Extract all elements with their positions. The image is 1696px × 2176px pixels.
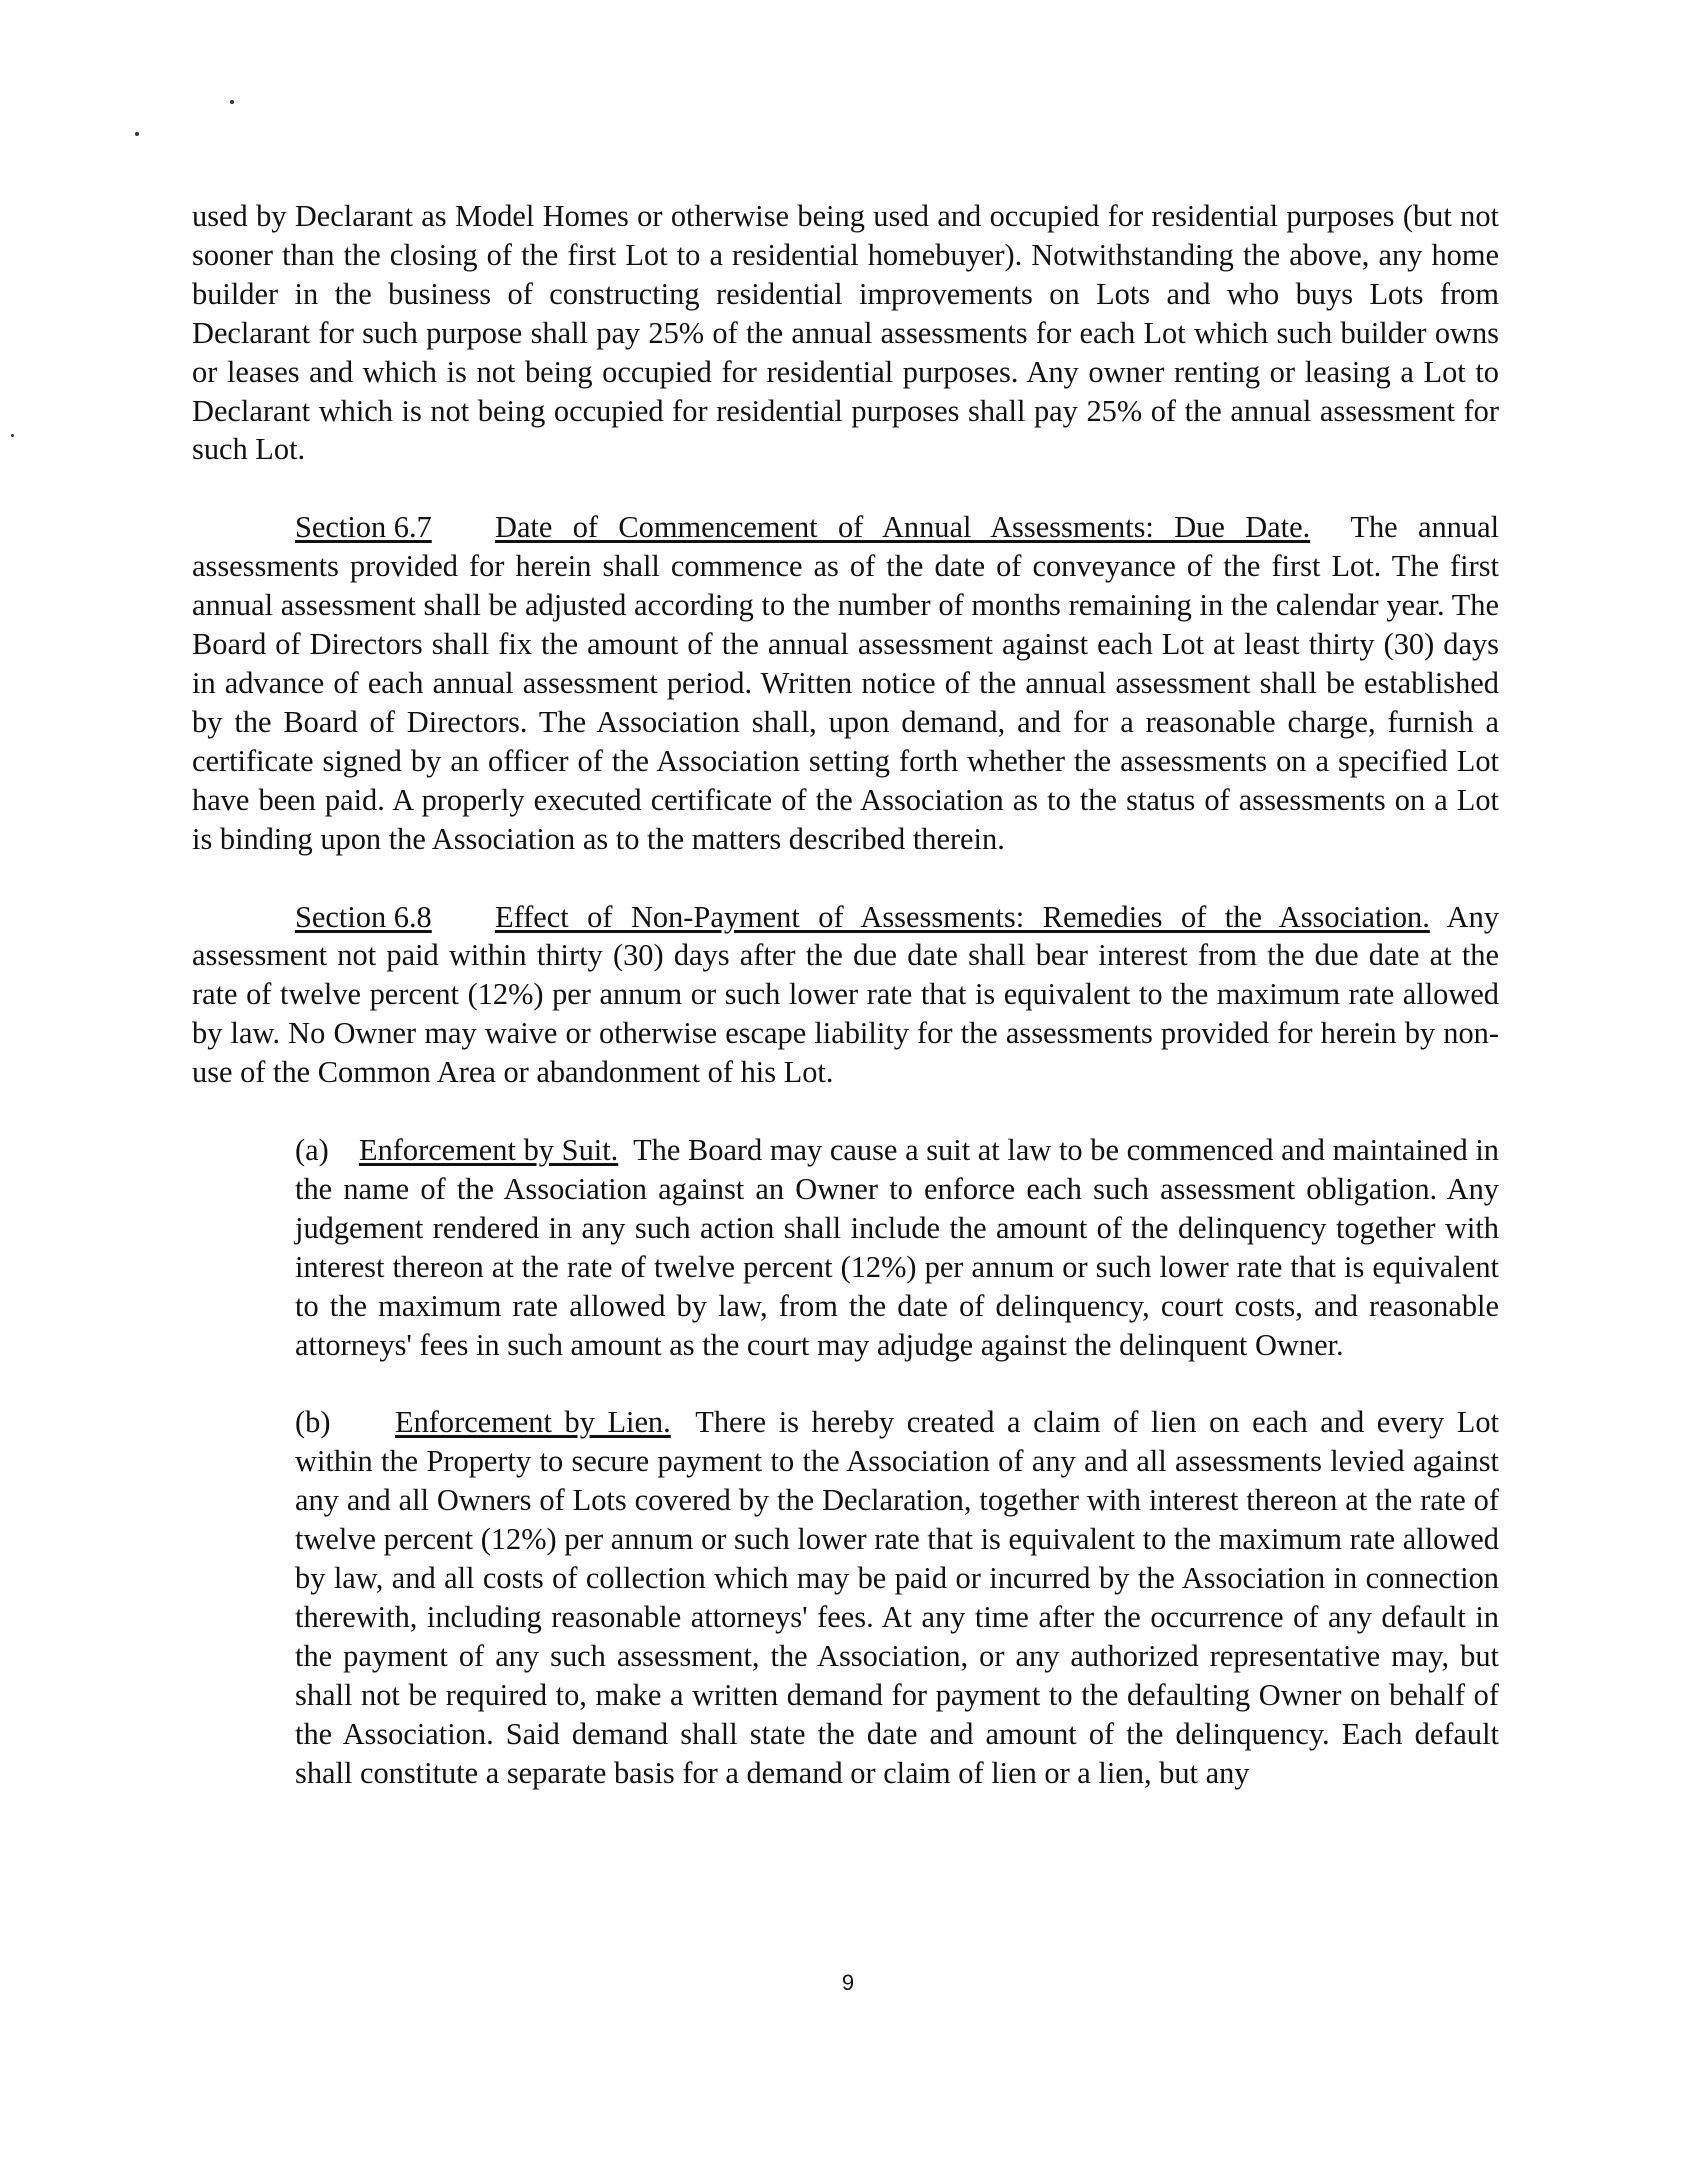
subsection-heading: Enforcement by Lien. [395,1405,671,1440]
paragraph-text: used by Declarant as Model Homes or otherwise being used and occupied for residential purposes (but not sooner than the closing of the first Lot to a residential homebuyer). Notwithstanding the above, any home builder in the business of constructing residential improvements on Lots and who buys Lots from Declarant for such purpose shall pay 25% of the annual assessments for each Lot which such builder owns or leases and which is not being occupied for residential purposes. Any owner renting or leasing a Lot to Declarant which is not being occupied for residential purposes shall pay 25% of the annual assessment for such Lot. [192,199,1499,467]
section-6-8 [192,898,1499,1093]
subsection-label: (a) [295,1133,329,1168]
scan-speck [135,132,139,136]
document-body [192,197,1499,1832]
page-number: 9 [841,1970,855,1995]
scan-speck [11,434,14,437]
subsection-body: There is hereby created a claim of lien on each and every Lot within the Property to secure payment to the Association of any and all assessments levied against any and all Owners of Lots covered by the Declaration, together with interest thereon at the rate of twelve percent (12%) per annum or such lower rate that is equivalent to the maximum rate allowed by law, and all costs of collection which may be paid or incurred by the Association in connection therewith, including reasonable attorneys' fees. At any time after the occurrence of any default in the payment of any such assessment, the Association, or any authorized representative may, but shall not be required to, make a written demand for payment to the defaulting Owner on behalf of the Association. Said demand shall state the date and amount of the delinquency. Each default shall constitute a separate basis for a demand or claim of lien or a lien, but any [295,1405,1499,1790]
section-6-7 [192,508,1499,858]
subsection-body: The Board may cause a suit at law to be commenced and maintained in the name of the Association against an Owner to enforce each such assessment obligation. Any judgement rendered in any such action shall include the amount of the delinquency together with interest thereon at the rate of twelve percent (12%) per annum or such lower rate that is equivalent to the maximum rate allowed by law, from the date of delinquency, court costs, and reasonable attorneys' fees in such amount as the court may adjudge against the delinquent Owner. [295,1133,1499,1362]
section-heading: Date of Commencement of Annual Assessments: Due Date. [495,510,1311,545]
paragraph-continuation [192,197,1499,469]
section-number: Section 6.7 [295,510,432,545]
section-body: Any assessment not paid within thirty (30) days after the due date shall bear interest from the due date at the rate of twelve percent (12%) per annum or such lower rate that is equivalent to the maximum rate allowed by law. No Owner may waive or otherwise escape liability for the assessments provided for herein by non-use of the Common Area or abandonment of his Lot. [192,899,1500,1090]
subsection-heading: Enforcement by Suit. [359,1133,619,1168]
subsection-label: (b) [295,1405,331,1440]
subsection-b [295,1403,1499,1792]
section-heading: Effect of Non-Payment of Assessments: Remedies of the Association. [495,899,1430,934]
subsection-a [295,1131,1499,1364]
section-number: Section 6.8 [295,899,432,934]
scan-speck [230,100,234,104]
section-body: The annual assessments provided for herein shall commence as of the date of conveyance of the first Lot. The first annual assessment shall be adjusted according to the number of months remaining in the calendar year. The Board of Directors shall fix the amount of the annual assessment against each Lot at least thirty (30) days in advance of each annual assessment period. Written notice of the annual assessment shall be established by the Board of Directors. The Association shall, upon demand, and for a reasonable charge, furnish a certificate signed by an officer of the Association setting forth whether the assessments on a specified Lot have been paid. A properly executed certificate of the Association as to the status of assessments on a Lot is binding upon the Association as to the matters described therein. [192,510,1500,856]
